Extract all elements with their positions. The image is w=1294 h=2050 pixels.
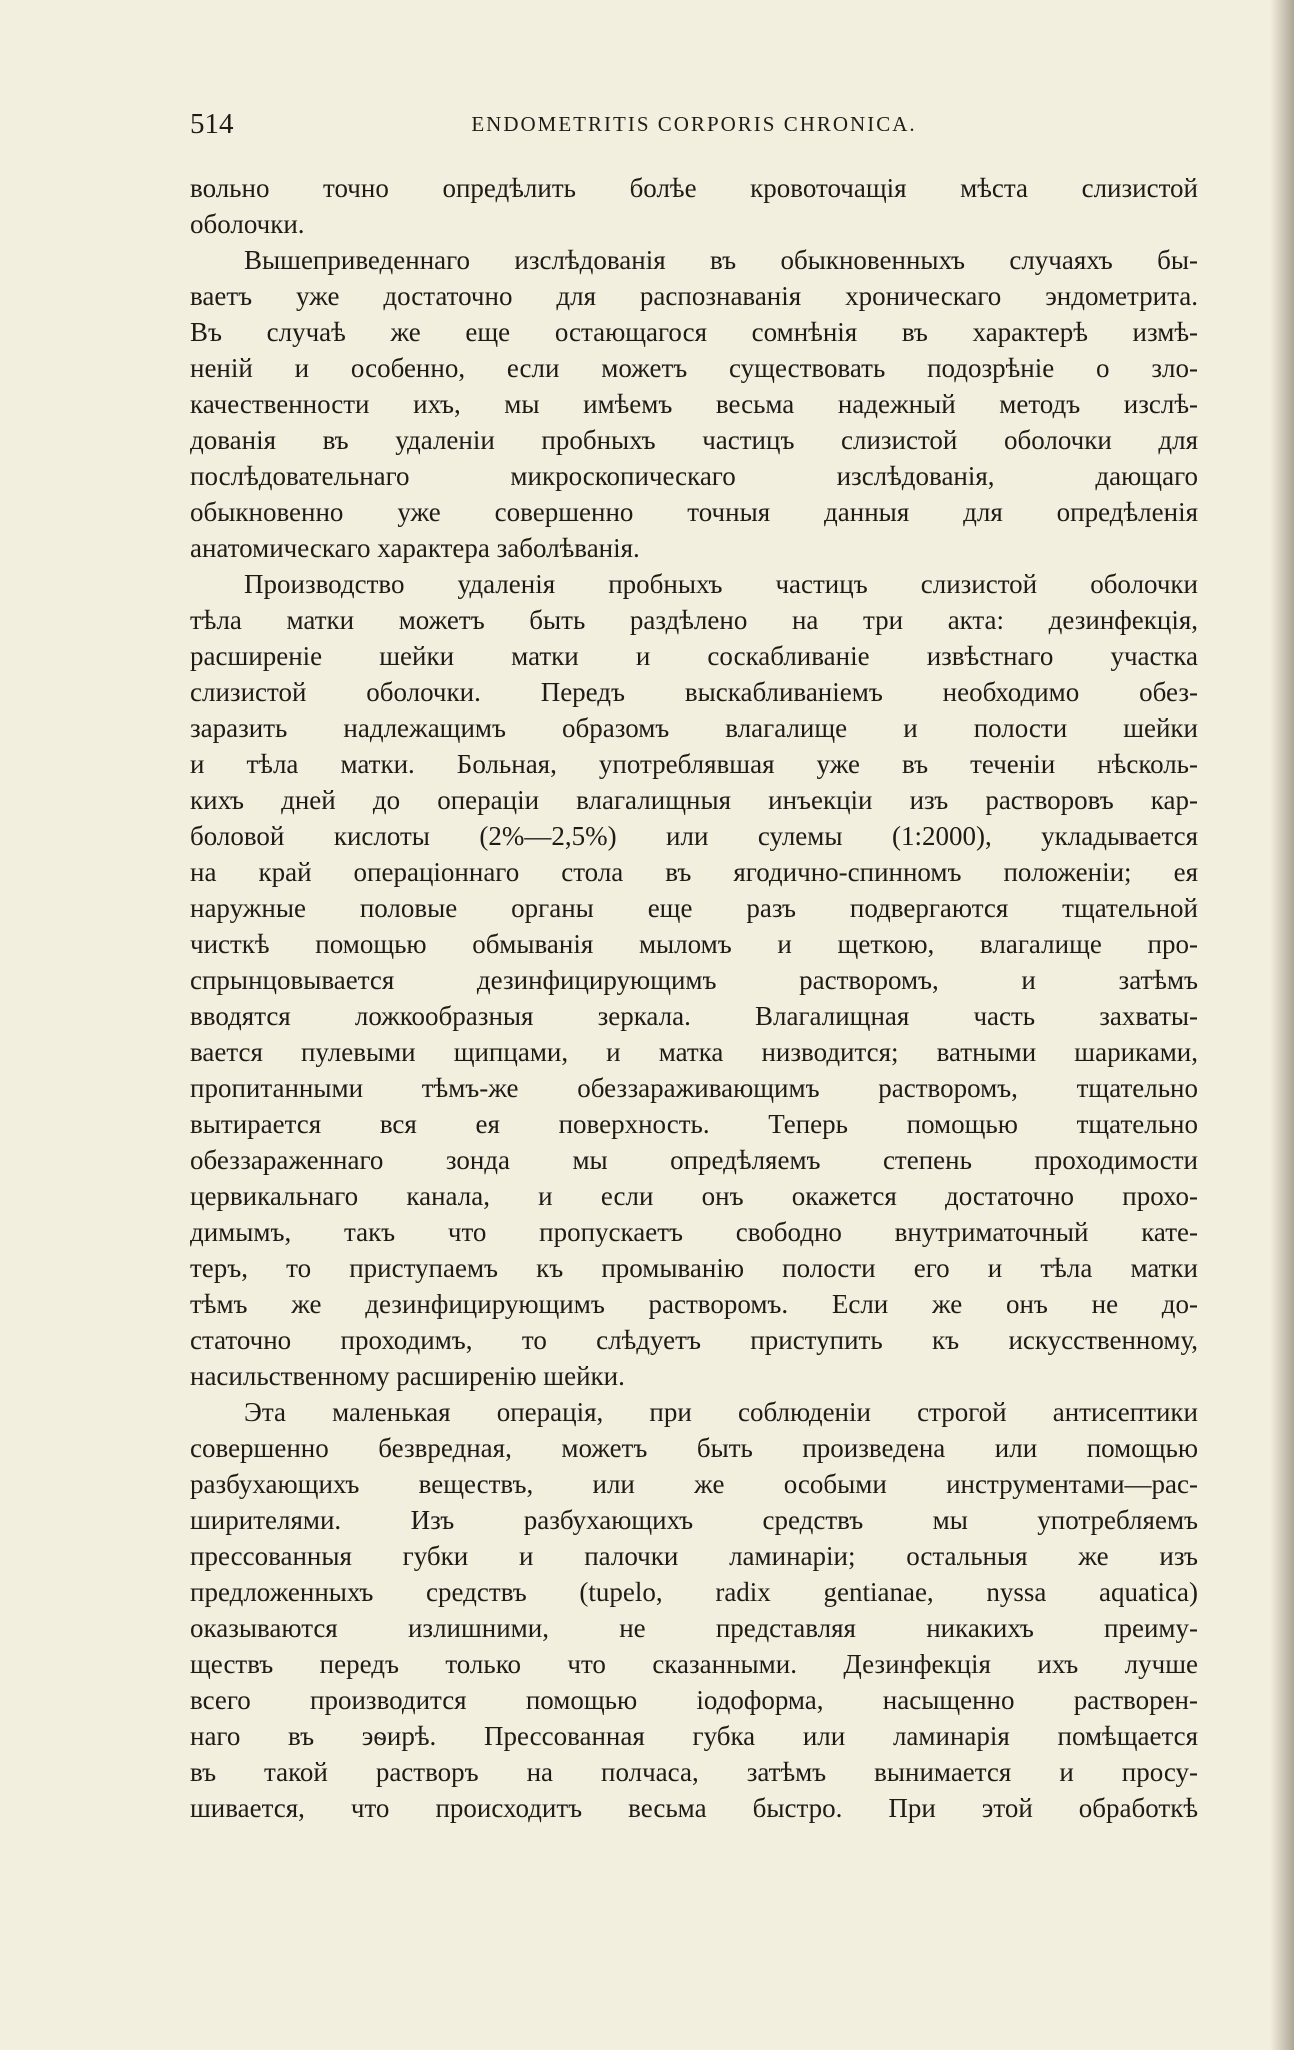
text-line: ширителями. Изъ разбухающихъ средствъ мы употребляемъ: [190, 1505, 1198, 1535]
text-line: пропитанными тѣмъ-же обеззараживающимъ растворомъ, тщательно: [190, 1073, 1198, 1103]
text-line: димымъ, такъ что пропускаетъ свободно внутриматочный кате-: [190, 1217, 1198, 1247]
text-line: боловой кислоты (2%—2,5%) или сулемы (1:2000), укладывается: [190, 821, 1198, 851]
page-header: [190, 108, 1198, 148]
text-line: совершенно безвредная, можетъ быть произведена или помощью: [190, 1433, 1198, 1463]
text-line: тѣла матки можетъ быть раздѣлено на три акта: дезинфекція,: [190, 605, 1198, 635]
text-line: наго въ эѳирѣ. Прессованная губка или ламинарія помѣщается: [190, 1721, 1198, 1751]
text-line: заразить надлежащимъ образомъ влагалище и полости шейки: [190, 713, 1198, 743]
text-line: спрынцовывается дезинфицирующимъ растворомъ, и затѣмъ: [190, 965, 1198, 995]
text-line: вытирается вся ея поверхность. Теперь помощью тщательно: [190, 1109, 1198, 1139]
text-line: Производство удаленія пробныхъ частицъ слизистой оболочки: [244, 569, 1198, 599]
text-line: и тѣла матки. Больная, употреблявшая уже въ теченіи нѣсколь-: [190, 749, 1198, 779]
page-edge-shadow: [1270, 0, 1294, 2050]
text-line: прессованныя губки и палочки ламинаріи; остальныя же изъ: [190, 1541, 1198, 1571]
text-line: качественности ихъ, мы имѣемъ весьма надежный методъ изслѣ-: [190, 389, 1198, 419]
text-line: наружные половые органы еще разъ подвергаются тщательной: [190, 893, 1198, 923]
text-line: шивается, что происходитъ весьма быстро. При этой обработкѣ: [190, 1793, 1198, 1823]
text-line: Въ случаѣ же еще остающагося сомнѣнія въ характерѣ измѣ-: [190, 317, 1198, 347]
body-text: [190, 170, 1198, 1826]
text-line: обеззараженнаго зонда мы опредѣляемъ степень проходимости: [190, 1145, 1198, 1175]
running-title: ENDOMETRITIS CORPORIS CHRONICA.: [471, 112, 917, 136]
text-line: расширеніе шейки матки и соскабливаніе извѣстнаго участка: [190, 641, 1198, 671]
text-line: послѣдовательнаго микроскопическаго изслѣдованія, дающаго: [190, 461, 1198, 491]
text-line: цервикальнаго канала, и если онъ окажется достаточно прохо-: [190, 1181, 1198, 1211]
text-line: Вышеприведеннаго изслѣдованія въ обыкновенныхъ случаяхъ бы-: [244, 245, 1198, 275]
text-line: статочно проходимъ, то слѣдуетъ приступить къ искусственному,: [190, 1325, 1198, 1355]
text-line: слизистой оболочки. Передъ выскабливаніемъ необходимо обез-: [190, 677, 1198, 707]
text-line: всего производится помощью іодоформа, насыщенно растворен-: [190, 1685, 1198, 1715]
text-line: дованія въ удаленіи пробныхъ частицъ слизистой оболочки для: [190, 425, 1198, 455]
text-line: въ такой растворъ на полчаса, затѣмъ вынимается и просу-: [190, 1757, 1198, 1787]
text-line: предложенныхъ средствъ (tupelo, radix gentianae, nyssa aquatica): [190, 1577, 1198, 1607]
text-line: обыкновенно уже совершенно точныя данныя для опредѣленія: [190, 497, 1198, 527]
text-line: ществъ передъ только что сказанными. Дезинфекція ихъ лучше: [190, 1649, 1198, 1679]
text-line: анатомическаго характера заболѣванія.: [190, 533, 640, 563]
text-line: кихъ дней до операціи влагалищныя инъекціи изъ растворовъ кар-: [190, 785, 1198, 815]
page-number: 514: [190, 108, 234, 140]
text-line: на край операціоннаго стола въ ягодично-спинномъ положеніи; ея: [190, 857, 1198, 887]
text-line: вается пулевыми щипцами, и матка низводится; ватными шариками,: [190, 1037, 1198, 1067]
text-line: чисткѣ помощью обмыванія мыломъ и щеткою, влагалище про-: [190, 929, 1198, 959]
text-line: Эта маленькая операція, при соблюденіи строгой антисептики: [244, 1397, 1198, 1427]
text-line: разбухающихъ веществъ, или же особыми инструментами—рас-: [190, 1469, 1198, 1499]
text-line: насильственному расширенію шейки.: [190, 1361, 625, 1391]
text-line: вводятся ложкообразныя зеркала. Влагалищная часть захваты-: [190, 1001, 1198, 1031]
text-line: ваетъ уже достаточно для распознаванія хроническаго эндометрита.: [190, 281, 1198, 311]
text-line: оболочки.: [190, 209, 305, 239]
text-line: неній и особенно, если можетъ существовать подозрѣніе о зло-: [190, 353, 1198, 383]
text-line: оказываются излишними, не представляя никакихъ преиму-: [190, 1613, 1198, 1643]
text-line: теръ, то приступаемъ къ промыванію полости его и тѣла матки: [190, 1253, 1198, 1283]
text-line: тѣмъ же дезинфицирующимъ растворомъ. Если же онъ не до-: [190, 1289, 1198, 1319]
text-line: вольно точно опредѣлить болѣе кровоточащія мѣста слизистой: [190, 173, 1198, 203]
